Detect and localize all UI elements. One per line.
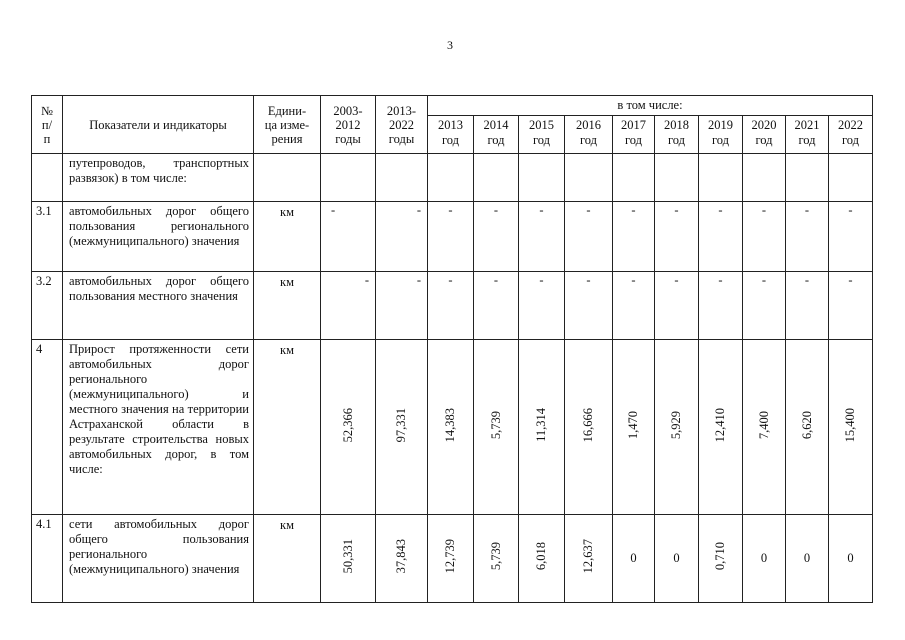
value-cell: - <box>474 202 519 272</box>
value-cell: - <box>376 202 428 272</box>
value-cell: - <box>786 202 829 272</box>
table-row <box>32 154 873 202</box>
indicators-table <box>31 95 873 603</box>
row-unit: км <box>254 272 321 340</box>
value-cell: - <box>829 272 873 340</box>
value-cell: - <box>699 202 743 272</box>
row-number: 4 <box>32 340 63 515</box>
header-row-top <box>32 96 873 116</box>
header-year: 2013 год <box>428 116 474 154</box>
value-cell <box>829 515 873 603</box>
value-cell <box>786 515 829 603</box>
value-cell <box>428 515 474 603</box>
value-cell <box>376 154 428 202</box>
value-cell <box>321 515 376 603</box>
value-cell <box>699 515 743 603</box>
header-unit: Едини- ца изме- рения <box>254 96 321 154</box>
value-text: 12,410 <box>713 407 727 443</box>
value-cell: - <box>743 272 786 340</box>
value-cell <box>565 154 613 202</box>
header-year: 2019 год <box>699 116 743 154</box>
value-text: 12,637 <box>581 539 595 574</box>
header-period-2003-2012: 2003- 2012 годы <box>321 96 376 154</box>
value-cell: - <box>613 202 655 272</box>
header-year: 2022 год <box>829 116 873 154</box>
value-cell: - <box>321 202 376 272</box>
header-year: 2015 год <box>519 116 565 154</box>
row-indicator-text: Прирост протяженности сети автомобильных дорог регионального (межмуниципального) и местного значения на территории Астраханской области в результате строительства новых автомобильных дорог, в том числе: <box>63 340 254 515</box>
value-cell <box>829 340 873 515</box>
header-including: в том числе: <box>428 96 873 116</box>
row-number: 4.1 <box>32 515 63 603</box>
value-cell <box>655 515 699 603</box>
value-cell <box>519 515 565 603</box>
value-cell <box>786 154 829 202</box>
value-text: 5,929 <box>669 410 683 440</box>
value-cell <box>321 340 376 515</box>
row-number: 3.1 <box>32 202 63 272</box>
value-cell: - <box>321 272 376 340</box>
value-cell <box>321 154 376 202</box>
value-cell: - <box>519 202 565 272</box>
value-cell <box>565 340 613 515</box>
header-num: № п/ п <box>32 96 63 154</box>
value-text: 0 <box>803 551 811 565</box>
value-text: 0 <box>760 551 768 565</box>
value-text: 50,331 <box>340 539 355 574</box>
value-cell <box>565 515 613 603</box>
value-text: 12,739 <box>443 539 457 574</box>
header-year: 2021 год <box>786 116 829 154</box>
value-cell: - <box>565 272 613 340</box>
value-cell <box>428 154 474 202</box>
value-text: 1,470 <box>626 410 640 440</box>
value-cell: - <box>829 202 873 272</box>
value-cell <box>376 340 428 515</box>
value-cell <box>428 340 474 515</box>
value-cell: - <box>699 272 743 340</box>
value-cell <box>376 515 428 603</box>
row-number: 3.2 <box>32 272 63 340</box>
value-text: 5,739 <box>488 542 503 571</box>
value-cell <box>699 154 743 202</box>
table-row <box>32 515 873 603</box>
row-indicator-text: путепроводов, транспортных развязок) в том числе: <box>63 154 254 202</box>
page-number: 3 <box>447 38 453 52</box>
value-text: 0 <box>673 551 680 565</box>
value-cell <box>743 340 786 515</box>
header-year: 2014 год <box>474 116 519 154</box>
value-text: 37,843 <box>394 539 408 574</box>
header-year: 2017 год <box>613 116 655 154</box>
value-cell <box>474 515 519 603</box>
value-cell <box>829 154 873 202</box>
row-unit: км <box>254 340 321 515</box>
value-text: 16,666 <box>581 407 595 443</box>
header-indicators: Показатели и индикаторы <box>63 96 254 154</box>
table-row <box>32 272 873 340</box>
value-cell: - <box>428 202 474 272</box>
table-row <box>32 202 873 272</box>
value-text: 11,314 <box>534 408 548 442</box>
value-text: 0,710 <box>713 542 727 571</box>
value-text: 6,018 <box>534 542 548 571</box>
header-year: 2016 год <box>565 116 613 154</box>
row-unit <box>254 154 321 202</box>
header-year: 2018 год <box>655 116 699 154</box>
value-text: 97,331 <box>394 407 408 443</box>
value-text: 7,400 <box>756 410 771 440</box>
value-text: 0 <box>630 551 637 565</box>
row-unit: км <box>254 202 321 272</box>
value-cell: - <box>613 272 655 340</box>
value-text: 15,400 <box>843 407 857 443</box>
table-row <box>32 340 873 515</box>
value-text: 14,383 <box>443 407 457 443</box>
value-text: 6,620 <box>799 410 814 440</box>
value-cell: - <box>655 202 699 272</box>
value-cell <box>743 515 786 603</box>
value-cell <box>613 340 655 515</box>
value-cell: - <box>786 272 829 340</box>
value-text: 52,366 <box>340 407 355 443</box>
row-indicator-text: автомобильных дорог общего пользования регионального (межмуниципального) значения <box>63 202 254 272</box>
value-cell <box>613 515 655 603</box>
header-year: 2020 год <box>743 116 786 154</box>
row-number <box>32 154 63 202</box>
value-cell: - <box>565 202 613 272</box>
value-cell <box>519 154 565 202</box>
value-cell <box>786 340 829 515</box>
value-cell: - <box>655 272 699 340</box>
value-cell: - <box>376 272 428 340</box>
header-period-2013-2022: 2013- 2022 годы <box>376 96 428 154</box>
value-cell <box>655 340 699 515</box>
value-cell <box>743 154 786 202</box>
value-cell: - <box>519 272 565 340</box>
value-cell <box>699 340 743 515</box>
value-cell <box>655 154 699 202</box>
value-cell <box>613 154 655 202</box>
value-cell: - <box>474 272 519 340</box>
value-text: 5,739 <box>488 410 503 440</box>
value-text: 0 <box>847 551 854 565</box>
value-cell: - <box>428 272 474 340</box>
value-cell <box>519 340 565 515</box>
row-indicator-text: сети автомобильных дорог общего пользования регионального (межмуниципального) значения <box>63 515 254 603</box>
value-cell: - <box>743 202 786 272</box>
row-unit: км <box>254 515 321 603</box>
value-cell <box>474 340 519 515</box>
value-cell <box>474 154 519 202</box>
row-indicator-text: автомобильных дорог общего пользования местного значения <box>63 272 254 340</box>
